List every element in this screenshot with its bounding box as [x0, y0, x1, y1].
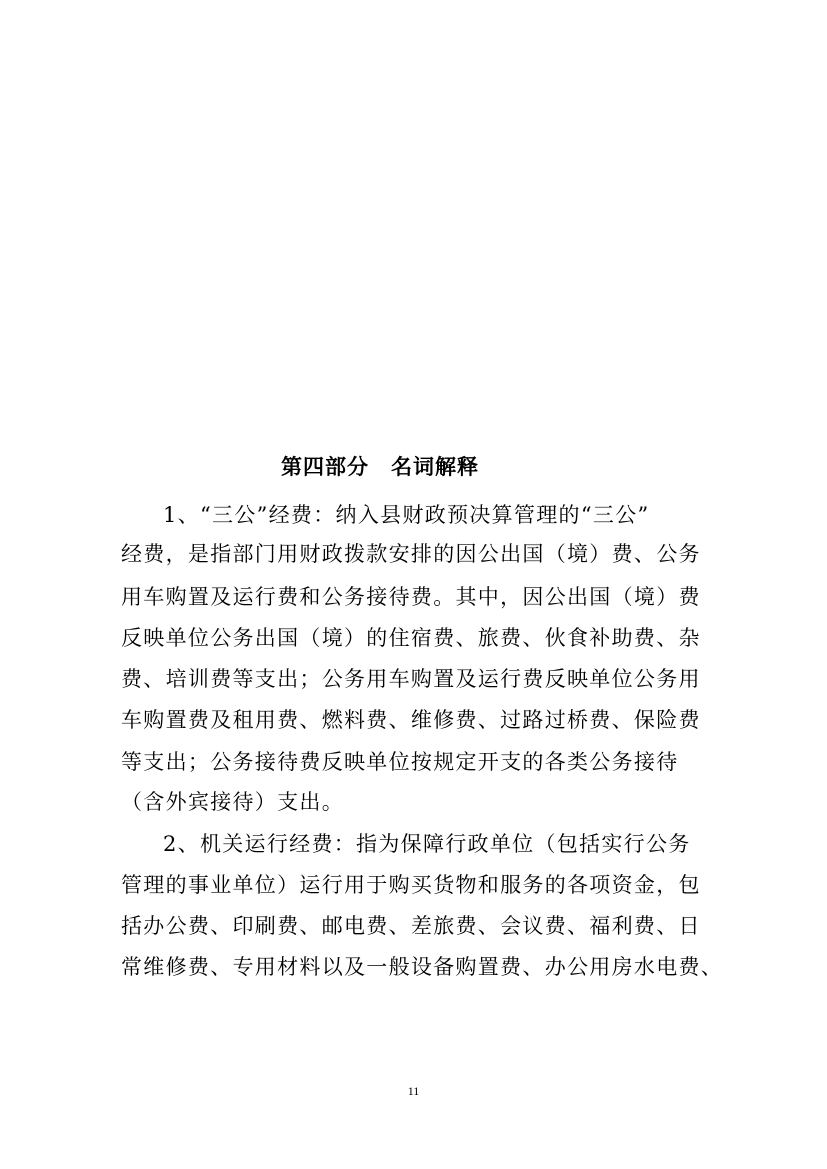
paragraph-line: 经费，是指部门用财政拨款安排的因公出国（境）费、公务 [121, 542, 701, 566]
paragraph-line: （含外宾接待）支出。 [121, 790, 344, 814]
paragraph-line: 2、机关运行经费：指为保障行政单位（包括实行公务 [163, 832, 691, 856]
paragraph-line: 等支出；公务接待费反映单位按规定开支的各类公务接待 [121, 750, 679, 774]
paragraph-line: 车购置费及租用费、燃料费、维修费、过路过桥费、保险费 [121, 708, 701, 732]
paragraph-line: 括办公费、印刷费、邮电费、差旅费、会议费、福利费、日 [121, 914, 701, 938]
paragraph-line: 用车购置及运行费和公务接待费。其中，因公出国（境）费 [121, 585, 701, 609]
paragraph-line: 反映单位公务出国（境）的住宿费、旅费、伙食补助费、杂 [121, 626, 701, 650]
paragraph-line: 费、培训费等支出；公务用车购置及运行费反映单位公务用 [121, 667, 701, 691]
page-number: 11 [407, 1084, 420, 1098]
section-heading: 第四部分 名词解释 [281, 454, 479, 479]
paragraph-line: 管理的事业单位）运行用于购买货物和服务的各项资金，包 [121, 873, 701, 897]
paragraph-line: 1、“三公”经费：纳入县财政预决算管理的“三公” [163, 503, 650, 527]
paragraph-line: 常维修费、专用材料以及一般设备购置费、办公用房水电费、 [121, 955, 724, 979]
